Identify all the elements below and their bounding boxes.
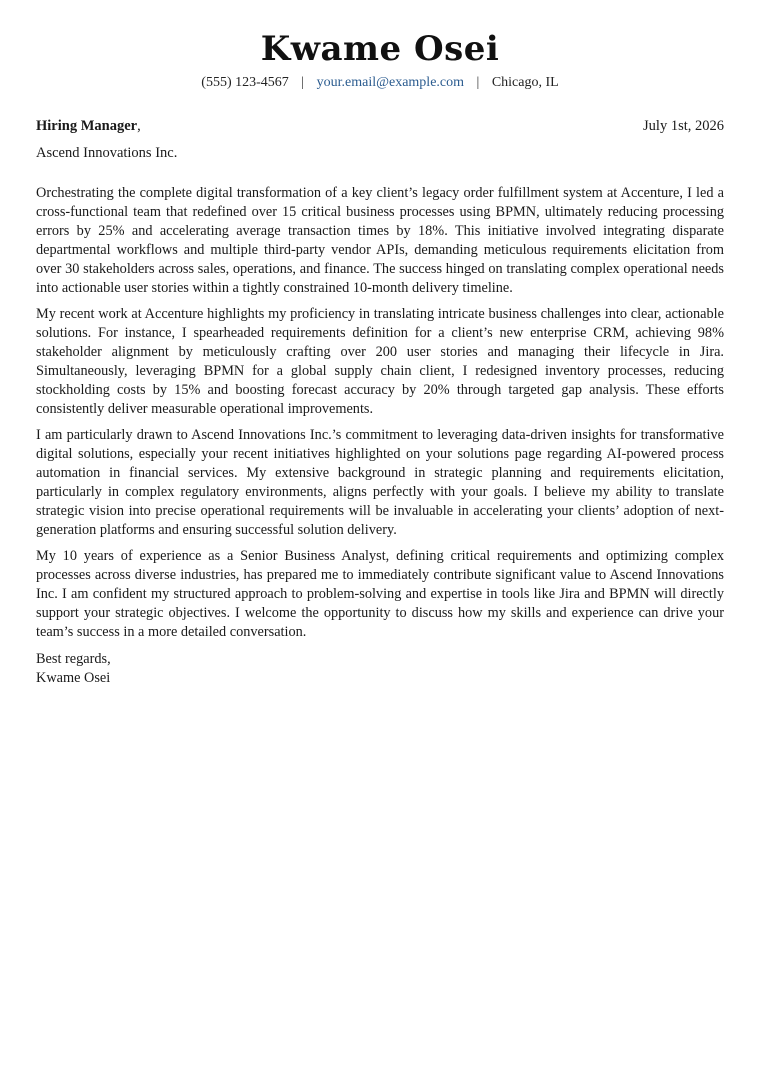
recipient-title: Hiring Manager bbox=[36, 118, 138, 134]
body-paragraph: My recent work at Accenture highlights my proficiency in translating intricate business challenges into clear, actionable solutions. For instance, I spearheaded requirements definition for a client’s new enterprise CRM, achieving 98% stakeholder alignment by meticulously crafting over 200 user stories and managing their lifecycle in Jira. Simultaneously, leveraging BPMN for a global supply chain client, I redesigned inventory processes, reducing stockholding costs by 15% and boosting forecast accuracy by 20% through targeted gap analysis. These efforts consistently deliver measurable operational improvements. bbox=[36, 306, 724, 417]
location: Chicago, IL bbox=[491, 75, 559, 90]
signature-name: Kwame Osei bbox=[36, 670, 111, 686]
body-paragraph: My 10 years of experience as a Senior Business Analyst, defining critical requirements and optimizing complex processes across diverse industries, has prepared me to immediately contribute significant value to Ascend Innovations Inc. I am confident my structured approach to problem-solving and expertise in tools like Jira and BPMN will directly support your strategic objectives. I welcome the opportunity to discuss how my skills and experience can drive your team’s success in a more detailed conversation. bbox=[36, 548, 724, 640]
contact-line bbox=[36, 74, 724, 92]
email-link[interactable]: your.email@example.com bbox=[316, 75, 465, 90]
recipient-company: Ascend Innovations Inc. bbox=[36, 145, 178, 161]
contact-separator: | bbox=[301, 75, 305, 90]
letter-body bbox=[36, 184, 724, 642]
closing-block bbox=[36, 650, 724, 688]
recipient-date-row bbox=[36, 117, 724, 135]
recipient-salutation bbox=[36, 117, 141, 135]
phone-number: (555) 123-4567 bbox=[201, 75, 289, 90]
letter-date: July 1st, 2026 bbox=[643, 118, 724, 134]
salutation-comma: , bbox=[137, 118, 141, 134]
body-paragraph: I am particularly drawn to Ascend Innovations Inc.’s commitment to leveraging data-driven insights for transformative digital solutions, especially your recent initiatives highlighted on your solutions page regarding AI-powered process automation in financial services. My extensive background in strategic planning and requirements elicitation, particularly in complex regulatory environments, aligns perfectly with your goals. I believe my ability to translate strategic vision into precise operational requirements will be invaluable in accelerating your clients’ adoption of next-generation platforms and ensuring successful solution delivery. bbox=[36, 427, 724, 538]
contact-separator: | bbox=[476, 75, 480, 90]
signoff-text: Best regards, bbox=[36, 651, 111, 667]
applicant-name: Kwame Osei bbox=[260, 29, 500, 69]
body-paragraph: Orchestrating the complete digital transformation of a key client’s legacy order fulfillment system at Accenture, I led a cross-functional team that redefined over 15 critical business processes using BPMN, ultimately reducing processing errors by 25% and accelerating average transaction times by 18%. This initiative involved integrating disparate departmental workflows and multiple third-party vendor APIs, demanding meticulous requirements elicitation from over 30 stakeholders across sales, operations, and finance. The success hinged on translating complex operational needs into actionable user stories within a tightly constrained 10-month delivery timeline. bbox=[36, 185, 724, 296]
